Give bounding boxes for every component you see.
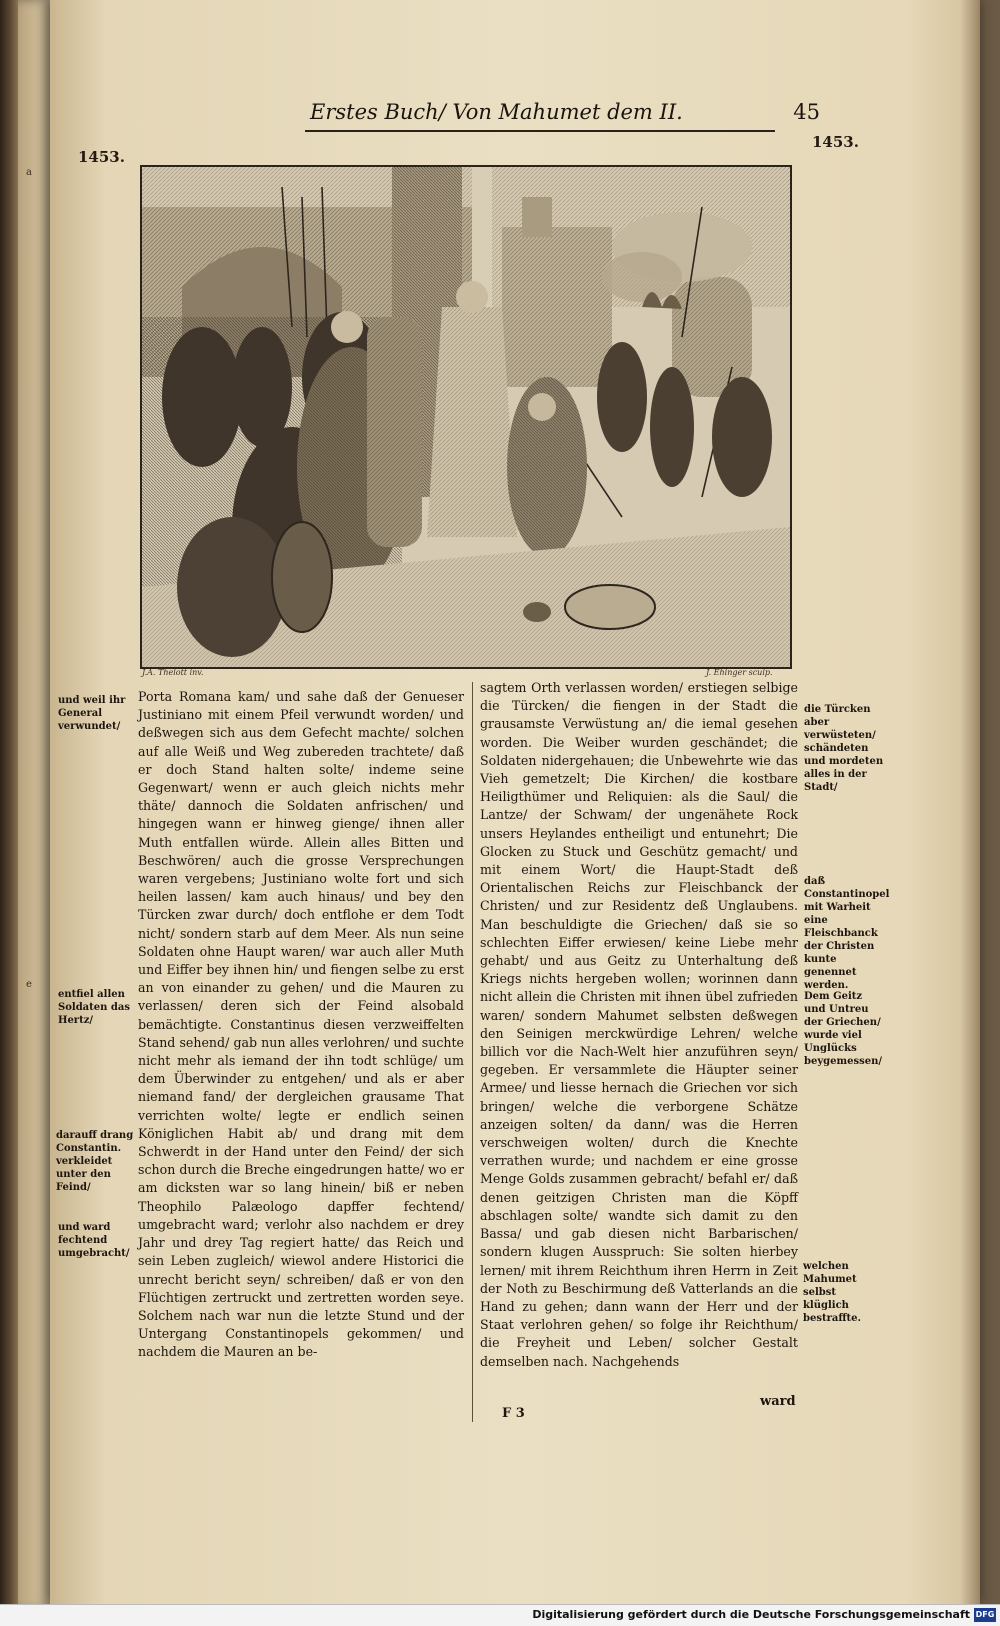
running-title: Erstes Buch/ Von Mahumet dem II. <box>310 100 683 124</box>
margin-note-3: darauff drang Constantin. verkleidet unter den Feind/ <box>56 1130 134 1193</box>
margin-note-8: welchen Mahumet selbst klüglich bestraffte. <box>803 1261 862 1324</box>
signature-mark: F 3 <box>502 1406 525 1421</box>
paragraph-right: sagtem Orth verlassen worden/ erstiegen selbige die Türcken/ die fiengen in der Stadt die grausamste Verwüstung an/ die iemal gesehen worden. Die Weiber wurden geschändet; die Soldaten nidergehauen; die Unbewehrte wie das Vieh gemetzelt; Die Kirchen/ die kostbare Heiligthümer und Reliquien: als die Saul/ die Lantze/ der Schwam/ der ungenähete Rock unsers Heylandes entheiligt und entunehrt; Die Glocken zu Stuck und Geschütz gemacht/ und mit einem Wort/ die Haupt-Stadt deß Orientalischen Reichs zur Fleischbanck der Christen/ und zur Residentz deß Unglaubens. Man beschuldigte die Griechen/ daß sie so schlechten Eiffer erwiesen/ keine Liebe mehr gehabt/ und aus Geitz zu Unterhaltung deß Kriegs nichts hergeben wollen; worinnen dann nicht allein die Christen mit ihnen übel zufrieden waren/ sondern Mahumet selbsten deßwegen den Seinigen merckwürdige Lehren/ welche billich vor die Nach-Welt hier anzuführen seyn/ gegeben. Er versammlete die Häupter seiner Armee/ und liesse hernach die Griechen vor sich bringen/ welche die verborgene Schätze anzeigen solten/ da dann/ was die Herren verschweigen wolten/ durch die Knechte verrathen wurde; und nachdem er eine grosse Menge Golds zusammen gebracht/ befahl er/ daß denen geitzigen Christen man die Köpff abschlagen solte/ wandte sich damit zu den Bassa/ und gab diesen nicht Barbarischen/ sondern klugen Ausspruch: Sie solten hierbey lernen/ mit ihrem Reichthum ihren Herrn in Zeit der Noth zu Beschirmung deß Vatterlands an die Hand zu gehen; dann wann der Herr und der Staat verlohren gehen/ so folge ihr Reichthum/ die Freyheit und Leben/ solcher Gestalt demselben nach. Nachgehends <box>480 680 798 1369</box>
footer-credit: Digitalisierung gefördert durch die Deutsche Forschungsgemeinschaft <box>532 1608 970 1621</box>
column-rule <box>472 682 473 1422</box>
previous-page-edge: a e <box>18 0 50 1610</box>
page-edge <box>960 0 980 1604</box>
text-column-left <box>138 688 464 1362</box>
running-head <box>300 100 820 130</box>
engraving-illustration <box>142 167 790 667</box>
engraving-caption-inventor: J.A. Thelott inv. <box>142 668 204 677</box>
margin-note-5: die Türcken aber verwüsteten/ schändeten und mordeten alles in der Stadt/ <box>804 704 884 793</box>
margin-note-2: entfiel allen Soldaten das Hertz/ <box>58 989 130 1026</box>
year-left: 1453. <box>78 148 125 166</box>
margin-note-1: und weil ihr General verwundet/ <box>58 695 126 732</box>
book-binding <box>0 0 18 1625</box>
margin-note-7: Dem Geitz und Untreu der Griechen/ wurde viel Unglücks beygemessen/ <box>804 991 883 1067</box>
engraving-plate <box>140 165 792 669</box>
catchword: ward <box>760 1394 796 1409</box>
year-right: 1453. <box>812 133 859 151</box>
margin-note-4: und ward fechtend umgebracht/ <box>58 1222 130 1259</box>
footer-band <box>0 1604 1000 1626</box>
page-number: 45 <box>793 100 820 124</box>
text-column-right <box>480 679 798 1371</box>
dfg-logo-icon: DFG <box>974 1608 996 1622</box>
header-rule <box>305 130 775 132</box>
paragraph-left: Porta Romana kam/ und sahe daß der Genueser Justiniano mit einem Pfeil verwundt worden/ und deßwegen sich aus dem Gefecht machte/ solchen auf alle Weiß und Weg zubereden trachtete/ daß er doch Stand halten solte/ indeme seine Gegenwart/ wenn er auch gleich nichts mehr thäte/ dannoch die Soldaten anfrischen/ und hingegen wann er hinweg gienge/ ihnen aller Muth entfallen würde. Allein alles Bitten und Beschwören/ auch die grosse Versprechungen waren vergebens; Justiniano wolte fort und sich heilen lassen/ kam auch hinaus/ und bey den Türcken zwar durch/ doch entflohe er dem Todt nicht/ sondern starb auf dem Meer. Als nun seine Soldaten ohne Haupt waren/ war auch aller Muth und Eiffer bey ihnen hin/ und fiengen selbe zu erst an von einander zu gehen/ und die Mauren zu verlassen/ deren sich der Feind alsobald bemächtigte. Constantinus diesen verzweiffelten Stand sehend/ gab nun alles verlohren/ und suchte nicht mehr als iemand der ihn todt schlüge/ um dem Überwinder zu entgehen/ und als er aber niemand fand/ der dergleichen grausame That verrichten wolte/ legte er endlich seinen Königlichen Habit ab/ und drang mit dem Schwerdt in der Hand unter den Feind/ der sich schon durch die Breche eingedrungen hatte/ wo er am dicksten war so lang hinein/ biß er neben Theophilo Palæologo dapffer fechtend/ umgebracht ward; verlohr also nachdem er drey Jahr und drey Tag regiert hatte/ das Reich und sein Leben zugleich/ wiewol andere Historici die unrecht bericht seyn/ schreiben/ daß er von den Flüchtigen zertruckt und zertretten worden seye. Solchem nach war nun die letzte Stund und der Untergang Constantinopels gekommen/ und nachdem die Mauren an be- <box>138 689 464 1360</box>
margin-note-6: daß Constantinopel mit Warheit eine Fleischbanck der Christen kunte genennet werden. <box>804 876 890 991</box>
engraving-caption-engraver: J. Ehinger sculp. <box>706 668 773 677</box>
